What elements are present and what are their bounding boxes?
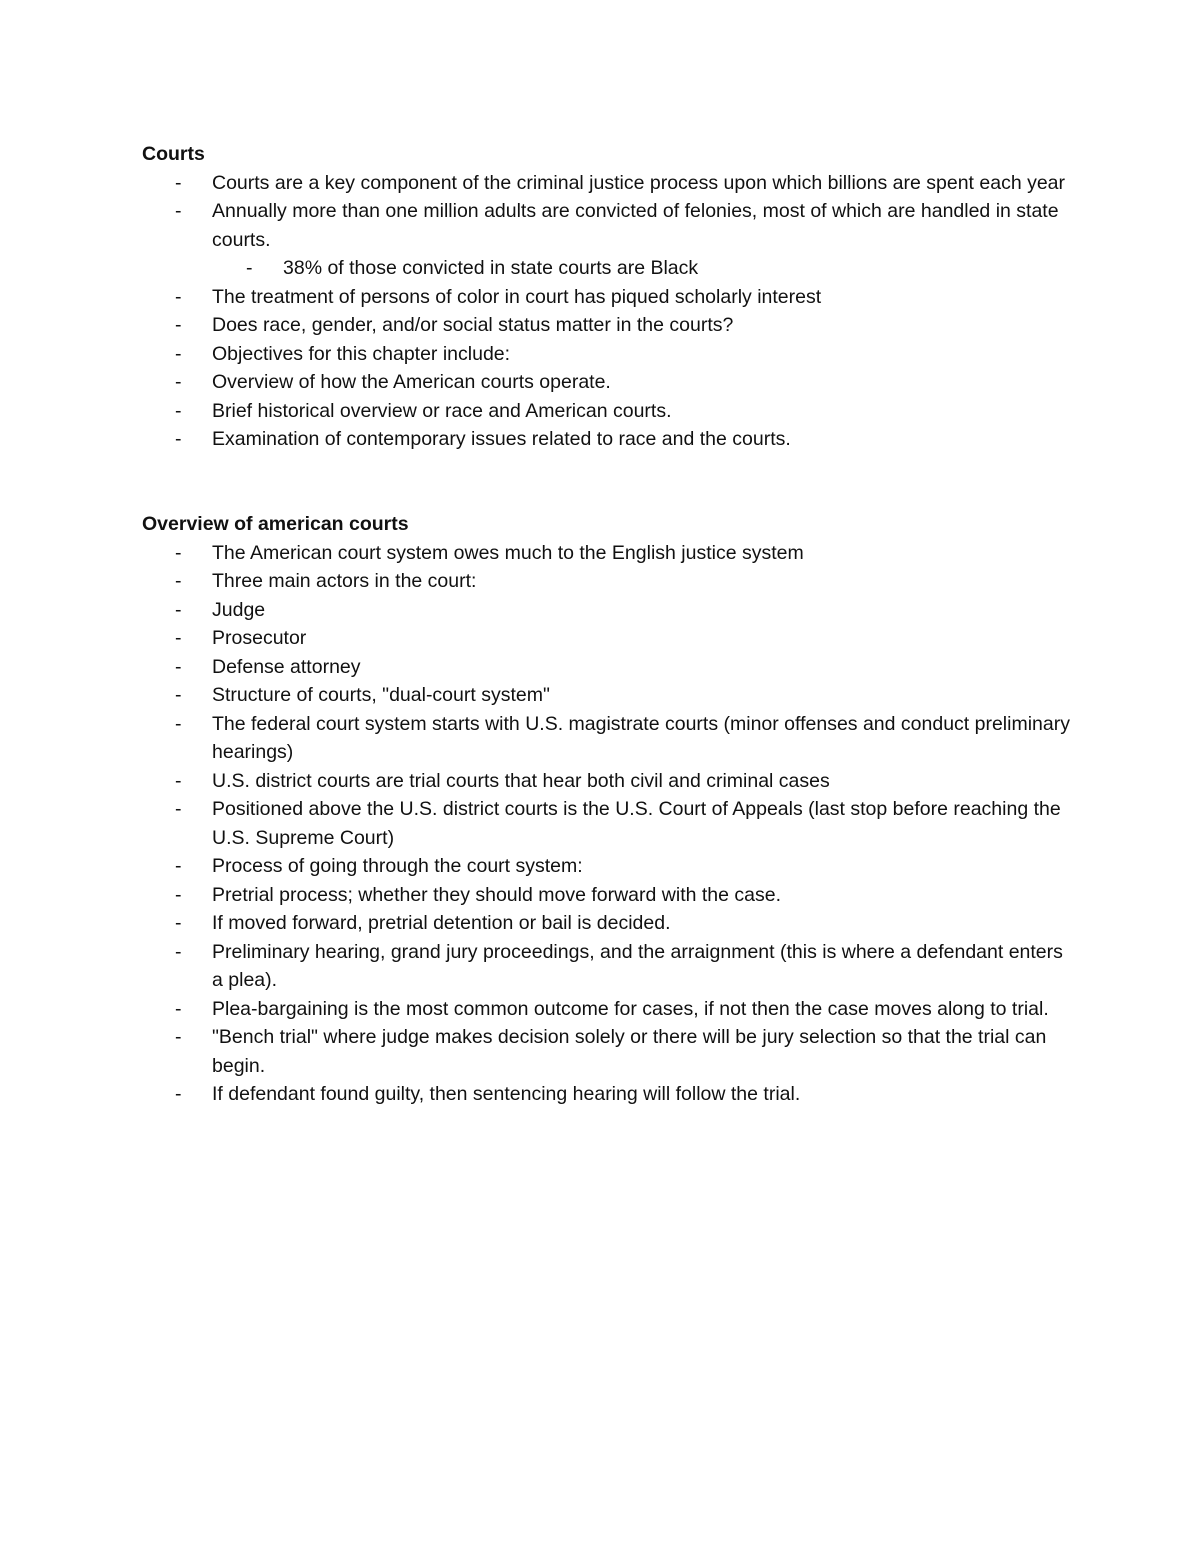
- bullet-dash: -: [175, 798, 182, 820]
- bullet-dash: -: [175, 541, 182, 564]
- bullet-dash: -: [246, 257, 253, 279]
- list-item: [142, 397, 1072, 426]
- list-item: [142, 995, 1072, 1024]
- list-item: [142, 624, 1072, 653]
- list-item: [142, 1080, 1072, 1109]
- list-item-text: Defense attorney: [212, 655, 361, 678]
- list-item-text: 38% of those convicted in state courts are Black: [283, 257, 699, 279]
- list-item-text: Objectives for this chapter include:: [212, 342, 511, 365]
- bullet-dash: -: [175, 712, 182, 735]
- bullet-list: [142, 169, 1072, 454]
- list-item: [142, 368, 1072, 397]
- list-item-text: Plea-bargaining is the most common outcome for cases, if not then the case moves along to trial.: [212, 997, 1049, 1020]
- list-item-text: Annually more than one million adults are convicted of felonies, most of which are handled in state courts.: [212, 200, 1059, 251]
- list-item: [142, 283, 1072, 312]
- list-item: [142, 197, 1072, 254]
- list-item-text: Examination of contemporary issues related to race and the courts.: [212, 428, 791, 450]
- list-item-text: The federal court system starts with U.S. magistrate courts (minor offenses and conduct preliminary hearings): [212, 712, 1070, 763]
- bullet-dash: -: [175, 769, 182, 792]
- bullet-dash: -: [175, 997, 182, 1020]
- bullet-dash: -: [175, 855, 182, 877]
- bullet-dash: -: [175, 570, 182, 592]
- bullet-dash: -: [175, 1026, 182, 1048]
- bullet-dash: -: [175, 883, 182, 906]
- list-item-text: The treatment of persons of color in court has piqued scholarly interest: [212, 285, 822, 308]
- section-heading: Overview of american courts: [142, 513, 409, 535]
- bullet-dash: -: [175, 314, 182, 336]
- list-item-text: Does race, gender, and/or social status matter in the courts?: [212, 314, 734, 336]
- bullet-dash: -: [175, 627, 182, 649]
- bullet-dash: -: [175, 940, 182, 963]
- list-item: [142, 681, 1072, 710]
- list-item-text: Prosecutor: [212, 627, 307, 649]
- list-item: [142, 567, 1072, 596]
- list-item: [142, 340, 1072, 369]
- list-item-text: Judge: [212, 598, 266, 621]
- list-item: [142, 767, 1072, 796]
- list-item: [142, 311, 1072, 340]
- bullet-list: [142, 539, 1072, 1109]
- list-item: [142, 653, 1072, 682]
- list-item-text: Overview of how the American courts operate.: [212, 371, 611, 393]
- list-item-text: Process of going through the court system:: [212, 855, 583, 877]
- bullet-dash: -: [175, 399, 182, 422]
- list-item-text: U.S. district courts are trial courts that hear both civil and criminal cases: [212, 769, 830, 792]
- list-item: [142, 596, 1072, 625]
- bullet-dash: -: [175, 285, 182, 308]
- list-item-text: Preliminary hearing, grand jury proceedings, and the arraignment (this is where a defendant enters a plea).: [212, 940, 1063, 991]
- bullet-dash: -: [175, 598, 182, 621]
- list-item: [142, 425, 1072, 454]
- bullet-dash: -: [175, 342, 182, 365]
- list-item-text: Three main actors in the court:: [212, 570, 477, 592]
- bullet-dash: -: [175, 371, 182, 393]
- list-item-text: Pretrial process; whether they should move forward with the case.: [212, 883, 782, 906]
- list-item-text: Courts are a key component of the criminal justice process upon which billions are spent each year: [212, 171, 1066, 194]
- list-item: [142, 710, 1072, 767]
- section-heading: Courts: [142, 143, 205, 165]
- list-item: [142, 539, 1072, 568]
- list-item-text: Structure of courts, "dual-court system": [212, 684, 550, 706]
- bullet-dash: -: [175, 200, 182, 222]
- list-item: [142, 795, 1072, 852]
- list-item: [142, 852, 1072, 881]
- bullet-dash: -: [175, 171, 182, 194]
- list-item-text: Positioned above the U.S. district courts is the U.S. Court of Appeals (last stop before reaching the U.S. Supreme Court): [212, 798, 1061, 849]
- list-item: [142, 1023, 1072, 1080]
- bullet-dash: -: [175, 912, 182, 934]
- list-item: [142, 938, 1072, 995]
- section-overview-of-american-courts: [142, 510, 1072, 1109]
- sub-list-item: [142, 254, 1072, 283]
- bullet-dash: -: [175, 1083, 182, 1105]
- list-item: [142, 909, 1072, 938]
- list-item-text: The American court system owes much to the English justice system: [212, 541, 804, 564]
- list-item: [142, 169, 1072, 198]
- bullet-dash: -: [175, 684, 182, 706]
- list-item-text: If defendant found guilty, then sentencing hearing will follow the trial.: [212, 1083, 801, 1105]
- section-courts: [142, 140, 1072, 454]
- list-item-text: Brief historical overview or race and American courts.: [212, 399, 672, 422]
- bullet-dash: -: [175, 428, 182, 450]
- list-item-text: "Bench trial" where judge makes decision solely or there will be jury selection so that the trial can begin.: [212, 1026, 1047, 1077]
- bullet-dash: -: [175, 655, 182, 678]
- list-item-text: If moved forward, pretrial detention or bail is decided.: [212, 912, 671, 934]
- list-item: [142, 881, 1072, 910]
